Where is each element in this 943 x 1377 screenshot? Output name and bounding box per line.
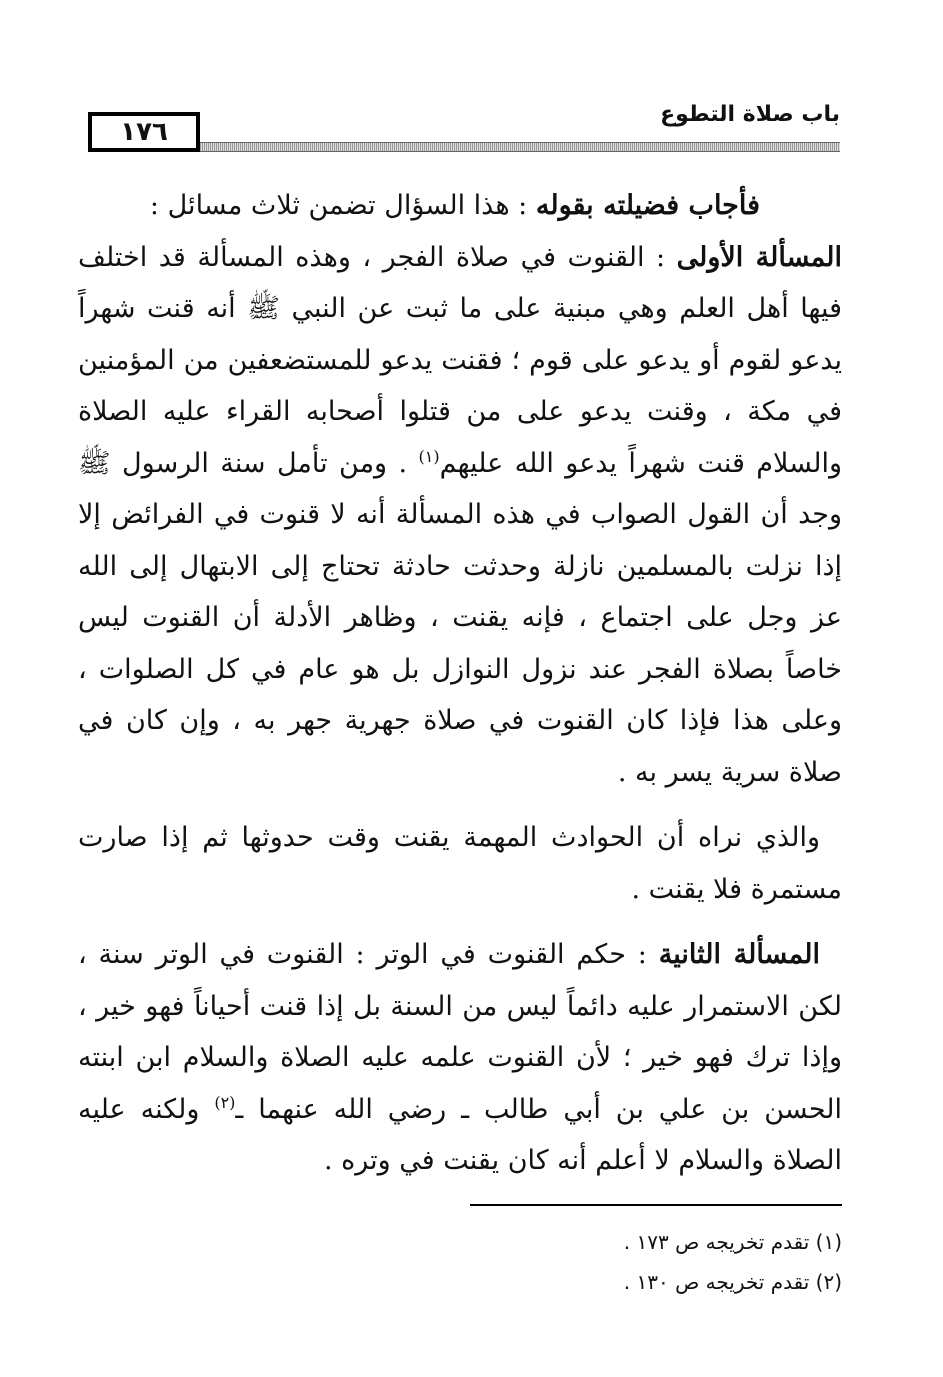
intro-lead: فأجاب فضيلته بقوله [535,190,760,221]
intro-paragraph [78,180,842,232]
page-header [88,100,840,152]
question-two-paragraph [78,929,842,1187]
question-one-lead: المسألة الأولى [676,241,843,273]
header-rule [200,142,840,152]
page-number: ١٧٦ [88,112,200,152]
body-text [78,180,842,1187]
intro-text: : هذا السؤال تضمن ثلاث مسائل : [149,190,528,221]
question-one-text-b: . ومن تأمل سنة الرسول ﷺ وجد أن القول الصواب في هذه المسألة أنه لا قنوت في الفرائض إلا إذا نزلت بالمسلمين نازلة وحدثت حادثة تحتاج إلى الابتهال إلى الله عز وجل على اجتماع ، فإنه يقنت ، وظاهر الأدلة أن القنوت ليس خاصاً بصلاة الفجر عند نزول النوازل بل هو عام في كل الصلوات ، وعلى هذا فإذا كان القنوت في صلاة جهرية جهر به ، وإن كان في صلاة سرية يسر به . [78,447,842,788]
question-two-text-a: : حكم القنوت في الوتر : القنوت في الوتر سنة ، لكن الاستمرار عليه دائماً ليس من السنة بل إذا قنت أحياناً فهو خير ، وإذا ترك فهو خير ؛ لأن القنوت علمه عليه الصلاة والسلام ابن ابنته الحسن بن علي بن أبي طالب ـ رضي الله عنهما ـ [78,939,842,1125]
opinion-paragraph: والذي نراه أن الحوادث المهمة يقنت وقت حدوثها ثم إذا صارت مستمرة فلا يقنت . [78,822,842,905]
question-two-text-b: ولكنه عليه الصلاة والسلام لا أعلم أنه كان يقنت في وتره . [78,1093,842,1176]
footnote-1: (١) تقدم تخريجه ص ١٧٣ . [623,1230,842,1254]
footnote-separator [470,1204,842,1207]
question-one-paragraph [78,232,842,799]
footnotes [470,1222,842,1302]
footnote-ref-2[interactable]: (٢) [214,1092,236,1112]
question-one-text-a: : القنوت في صلاة الفجر ، وهذه المسألة قد اختلف فيها أهل العلم وهي مبنية على ما ثبت عن النبي ﷺ أنه قنت شهراً يدعو لقوم أو يدعو على قوم ؛ فقنت يدعو للمستضعفين من المؤمنين في مكة ، وقنت يدعو على من قتلوا أصحابه القراء عليه الصلاة والسلام قنت شهراً يدعو الله عليهم [78,241,842,479]
footnote-2: (٢) تقدم تخريجه ص ١٣٠ . [623,1270,842,1294]
question-two-lead: المسألة الثانية [658,939,820,970]
running-title: باب صلاة التطوع [660,102,840,127]
footnote-ref-1[interactable]: (١) [418,446,440,466]
